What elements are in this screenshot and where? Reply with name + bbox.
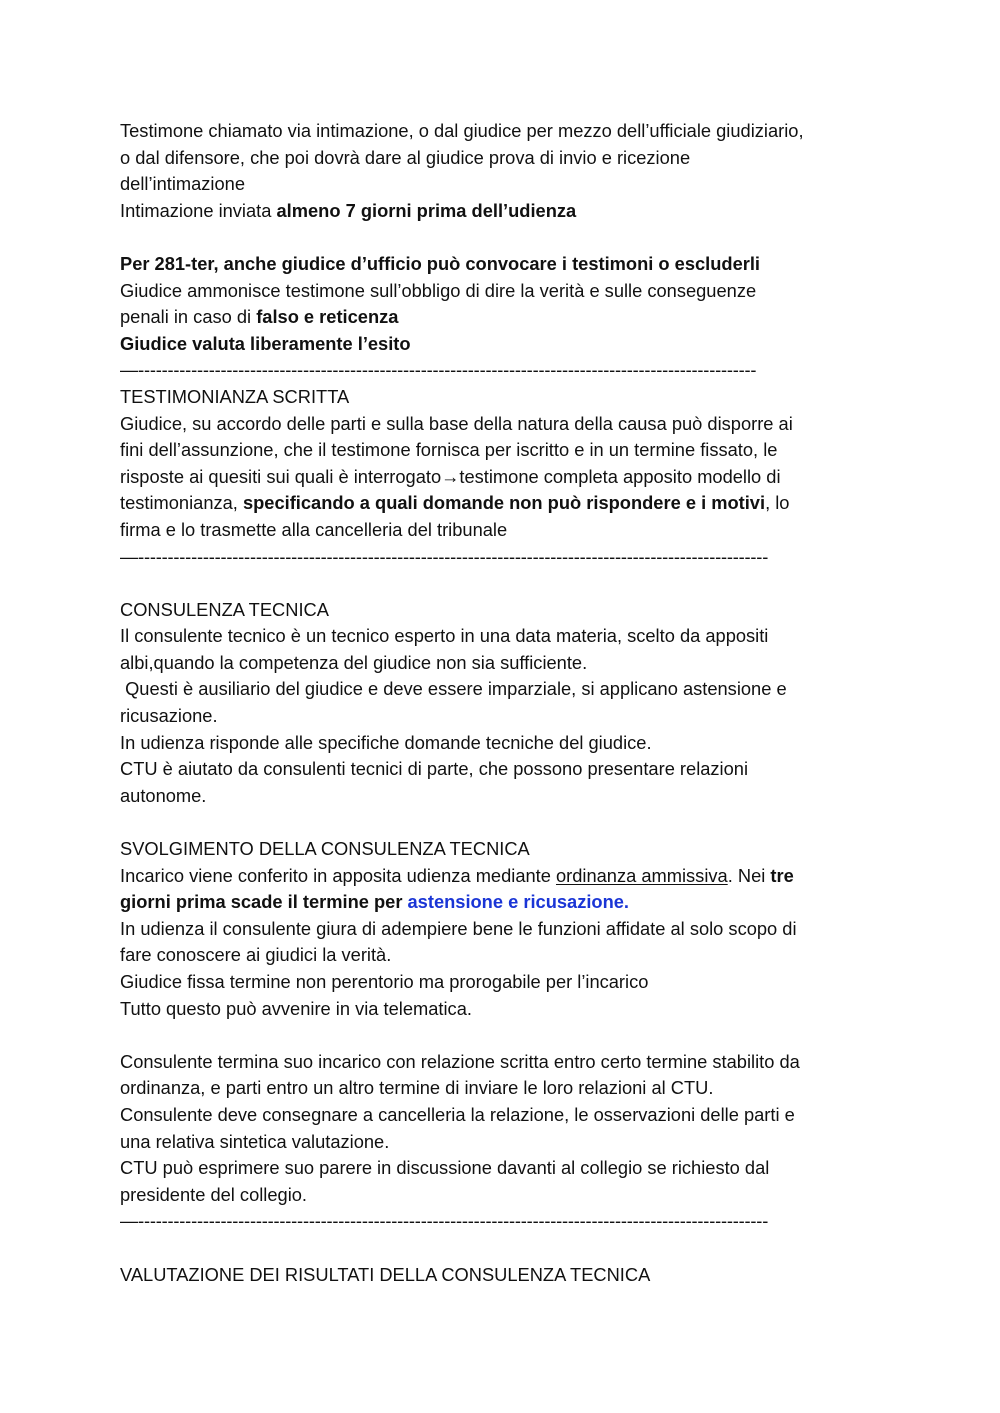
text-line: Consulente termina suo incarico con relazione scritta entro certo termine stabilito da — [120, 1050, 800, 1072]
text-line: fini dell’assunzione, che il testimone fornisca per iscritto e in un termine fissato, le — [120, 439, 778, 461]
text-line: o dal difensore, che poi dovrà dare al giudice prova di invio e ricezione — [120, 146, 691, 168]
text-line: In udienza il consulente giura di adempiere bene le funzioni affidate al solo scopo di — [120, 917, 797, 939]
text-run: Intimazione inviata — [120, 199, 277, 221]
blank-line — [120, 224, 880, 251]
separator-line: —----------------------------------------------------------------------------------------------------------- — [120, 545, 769, 567]
bold-text: tre — [770, 864, 794, 886]
text-run: . Nei — [727, 864, 771, 886]
relazione-paragraph — [120, 1049, 880, 1209]
text-line: Questi è ausiliario del giudice e deve essere imparziale, si applicano astensione e — [120, 678, 787, 700]
section-heading: SVOLGIMENTO DELLA CONSULENZA TECNICA — [120, 838, 530, 860]
text-line: ordinanza, e parti entro un altro termine di inviare le loro relazioni al CTU. — [120, 1077, 714, 1099]
blank-line — [120, 809, 880, 836]
blank-line — [120, 1235, 880, 1262]
text-line: dell’intimazione — [120, 173, 245, 195]
bold-text: Per 281-ter, anche giudice d’ufficio può convocare i testimoni o escluderli — [120, 252, 761, 274]
svolgimento-section — [120, 836, 880, 1022]
blank-line — [120, 570, 880, 597]
section-heading: TESTIMONIANZA SCRITTA — [120, 385, 350, 407]
text-run: , lo — [765, 492, 790, 514]
text-line: ricusazione. — [120, 705, 218, 727]
text-line: Giudice fissa termine non perentorio ma prorogabile per l’incarico — [120, 971, 649, 992]
text-line: Il consulente tecnico è un tecnico esperto in una data materia, scelto da appositi — [120, 625, 769, 647]
text-line: risposte ai quesiti sui quali è interrogato→testimone completa apposito modello di — [120, 465, 781, 487]
text-line: CTU può esprimere suo parere in discussione davanti al collegio se richiesto dal — [120, 1157, 770, 1179]
text-line: firma e lo trasmette alla cancelleria del tribunale — [120, 518, 508, 540]
text-line: In udienza risponde alle specifiche domande tecniche del giudice. — [120, 731, 652, 753]
text-line: Giudice ammonisce testimone sull’obbligo di dire la verità e sulle conseguenze — [120, 279, 757, 301]
section-heading: VALUTAZIONE DEI RISULTATI DELLA CONSULENZA TECNICA — [120, 1263, 651, 1285]
underlined-text: ordinanza ammissiva — [555, 864, 728, 886]
text-run: Incarico viene conferito in apposita udienza mediante — [120, 864, 556, 886]
text-line: fare conoscere ai giudici la verità. — [120, 944, 392, 966]
bold-text: falso e reticenza — [256, 306, 399, 328]
intimazione-paragraph — [120, 118, 880, 224]
bold-text: specificando a quali domande non può rispondere e i motivi — [242, 492, 766, 514]
testimonianza-scritta-section — [120, 384, 880, 544]
text-line — [120, 304, 880, 331]
text-line — [120, 863, 880, 890]
section-heading: CONSULENZA TECNICA — [120, 598, 329, 620]
text-line: CTU è aiutato da consulenti tecnici di parte, che possono presentare relazioni — [120, 758, 749, 780]
text-line — [120, 198, 880, 225]
text-line: Testimone chiamato via intimazione, o dal giudice per mezzo dell’ufficiale giudiziario, — [120, 120, 804, 141]
text-line: una relativa sintetica valutazione. — [120, 1130, 390, 1152]
text-run: testimonianza, — [120, 492, 243, 514]
text-run: penali in caso di — [120, 306, 257, 328]
valutazione-section — [120, 1262, 880, 1289]
article-281ter-paragraph — [120, 251, 880, 357]
bold-text: Giudice valuta liberamente l’esito — [120, 332, 411, 354]
consulenza-tecnica-section — [120, 597, 880, 810]
separator-line: —----------------------------------------------------------------------------------------------------------- — [120, 1210, 769, 1232]
text-line: presidente del collegio. — [120, 1183, 307, 1205]
blank-line — [120, 1022, 880, 1049]
bold-text: giorni prima scade il termine per — [120, 891, 408, 913]
separator-line: —--------------------------------------------------------------------------------------------------------- — [120, 359, 757, 381]
text-line — [120, 490, 880, 517]
text-line: Consulente deve consegnare a cancelleria la relazione, le osservazioni delle parti e — [120, 1103, 795, 1125]
text-line — [120, 889, 880, 916]
text-line: Giudice, su accordo delle parti e sulla base della natura della causa può disporre ai — [120, 412, 793, 434]
bold-text: almeno 7 giorni prima dell’udienza — [276, 199, 577, 221]
text-line: autonome. — [120, 784, 207, 806]
text-line: Tutto questo può avvenire in via telematica. — [120, 997, 472, 1019]
highlighted-text: astensione e ricusazione. — [407, 891, 630, 913]
text-line: albi,quando la competenza del giudice non sia sufficiente. — [120, 651, 588, 673]
